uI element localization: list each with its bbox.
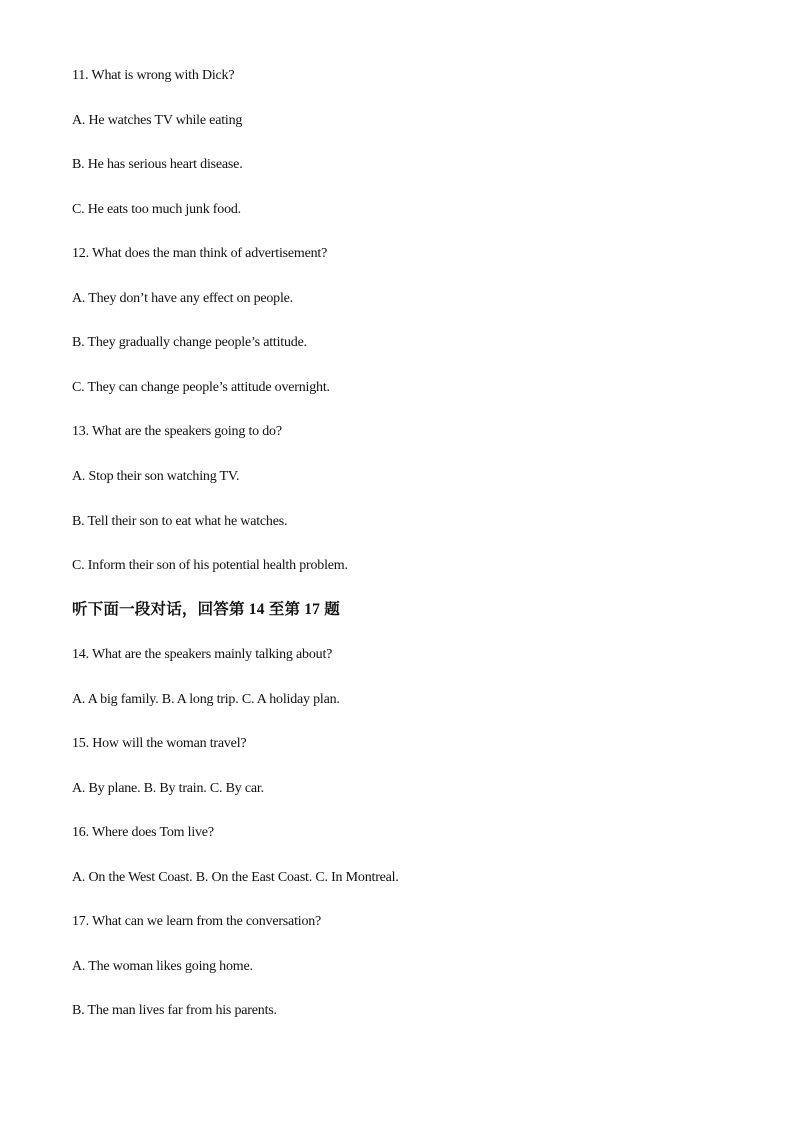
- question-13-option-c: C. Inform their son of his potential health problem.: [72, 558, 348, 573]
- question-17-option-a: A. The woman likes going home.: [72, 959, 253, 974]
- question-13: 13. What are the speakers going to do?: [72, 424, 282, 439]
- section-heading: 听下面一段对话，回答第 14 至第 17 题: [72, 601, 340, 618]
- question-17: 17. What can we learn from the conversation?: [72, 914, 322, 929]
- question-16: 16. Where does Tom live?: [72, 825, 214, 840]
- question-15-options: A. By plane. B. By train. C. By car.: [72, 781, 264, 796]
- question-16-options: A. On the West Coast. B. On the East Coast. C. In Montreal.: [72, 870, 399, 885]
- question-11-option-c: C. He eats too much junk food.: [72, 202, 241, 217]
- question-15: 15. How will the woman travel?: [72, 736, 247, 751]
- question-14-options: A. A big family. B. A long trip. C. A holiday plan.: [72, 692, 340, 707]
- question-11-option-b: B. He has serious heart disease.: [72, 157, 243, 172]
- question-11: 11. What is wrong with Dick?: [72, 68, 235, 83]
- question-13-option-a: A. Stop their son watching TV.: [72, 469, 240, 484]
- question-12-option-a: A. They don’t have any effect on people.: [72, 291, 293, 306]
- question-12: 12. What does the man think of advertisement?: [72, 246, 328, 261]
- question-12-option-c: C. They can change people’s attitude overnight.: [72, 380, 330, 395]
- question-13-option-b: B. Tell their son to eat what he watches.: [72, 514, 288, 529]
- question-14: 14. What are the speakers mainly talking about?: [72, 647, 333, 662]
- question-17-option-b: B. The man lives far from his parents.: [72, 1003, 277, 1018]
- question-12-option-b: B. They gradually change people’s attitude.: [72, 335, 307, 350]
- question-11-option-a: A. He watches TV while eating: [72, 113, 243, 128]
